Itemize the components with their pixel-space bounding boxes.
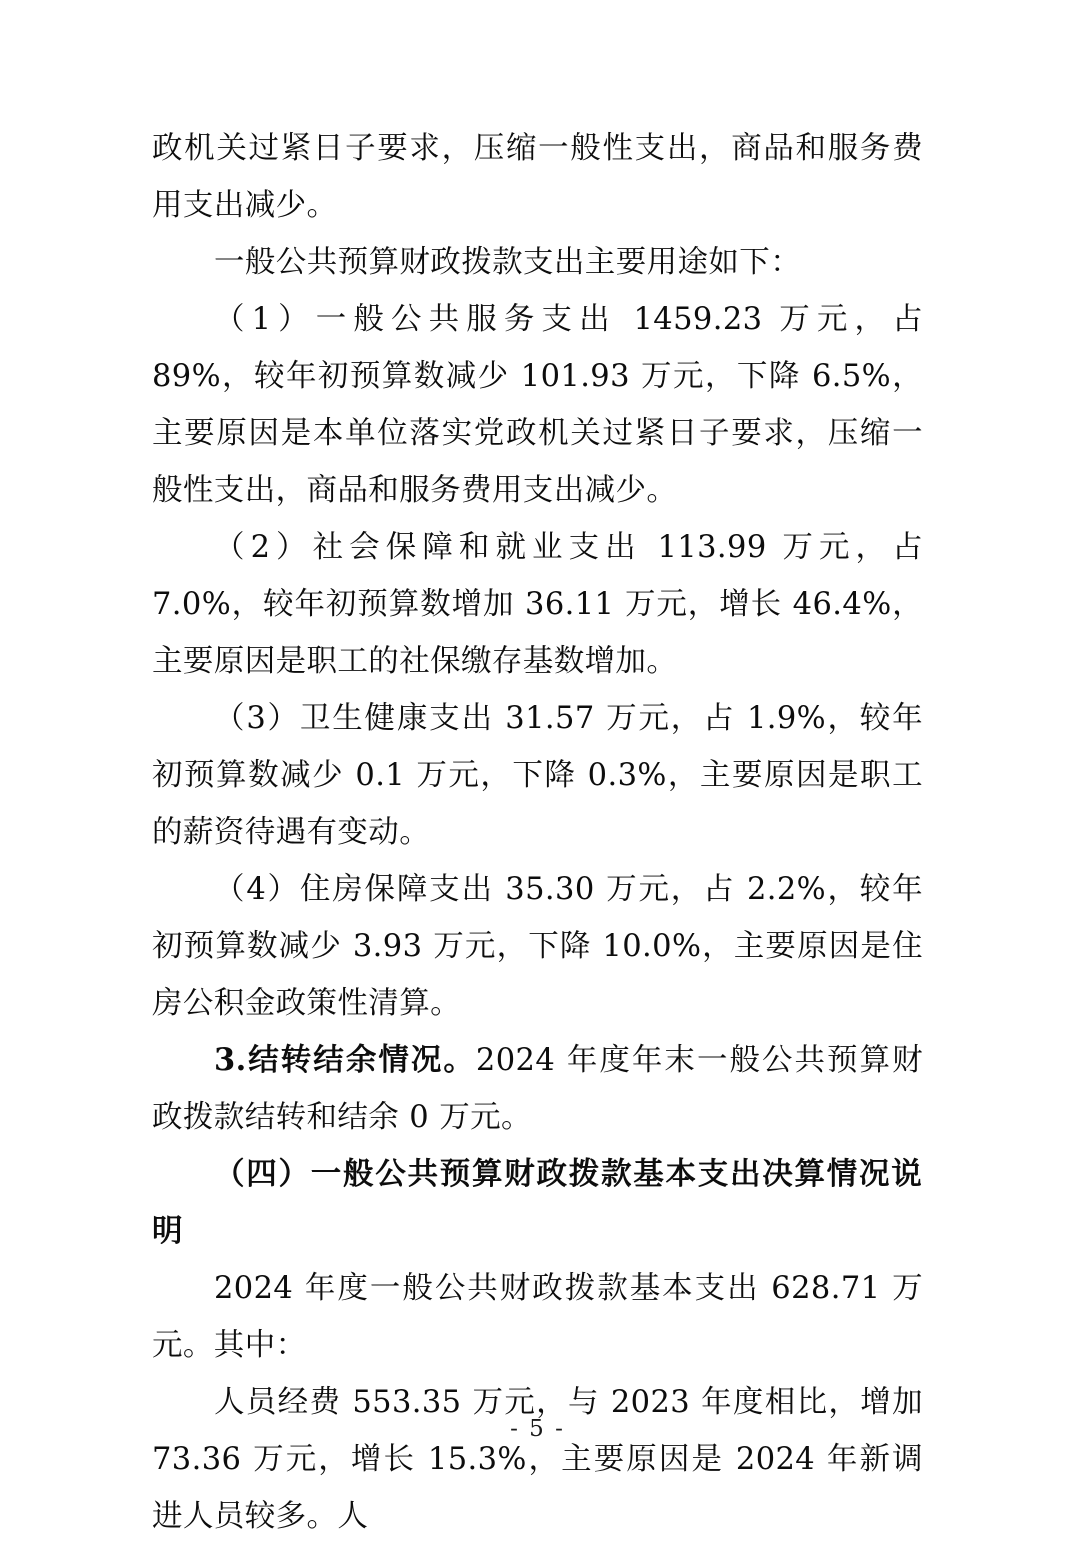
section-heading: （四）一般公共预算财政拨款基本支出决算情况说明 — [152, 1156, 923, 1249]
document-body — [152, 120, 923, 1545]
carryover-text: 2024 年度年末一般公共预算财政拨款结转和结余 0 万元。 — [152, 1043, 923, 1135]
paragraph-item-2: （2）社会保障和就业支出 113.99 万元，占 7.0%，较年初预算数增加 36.11 万元，增长 46.4%，主要原因是职工的社保缴存基数增加。 — [152, 530, 923, 679]
paragraph-intro-uses: 一般公共预算财政拨款支出主要用途如下： — [214, 245, 802, 280]
paragraph-item-4: （4）住房保障支出 35.30 万元，占 2.2%，较年初预算数减少 3.93 万元，下降 10.0%，主要原因是住房公积金政策性清算。 — [152, 872, 923, 1021]
carryover-label: 3.结转结余情况。 — [214, 1042, 476, 1078]
paragraph-personnel-cost: 人员经费 553.35 万元，与 2023 年度相比，增加 73.36 万元，增长 15.3%，主要原因是 2024 年新调进人员较多。人 — [152, 1385, 923, 1534]
paragraph-basic-expenditure: 2024 年度一般公共财政拨款基本支出 628.71 万元。其中： — [152, 1271, 923, 1363]
paragraph-item-1: （1）一般公共服务支出 1459.23 万元，占 89%，较年初预算数减少 101.93 万元，下降 6.5%，主要原因是本单位落实党政机关过紧日子要求，压缩一般性支出，商品和服务费用支出减少。 — [152, 302, 923, 508]
paragraph-item-3: （3）卫生健康支出 31.57 万元，占 1.9%，较年初预算数减少 0.1 万元，下降 0.3%，主要原因是职工的薪资待遇有变动。 — [152, 701, 923, 850]
paragraph-continuation: 政机关过紧日子要求，压缩一般性支出，商品和服务费用支出减少。 — [152, 131, 923, 223]
page-number: - 5 - — [510, 1416, 565, 1442]
paragraph-carryover — [152, 1032, 923, 1146]
